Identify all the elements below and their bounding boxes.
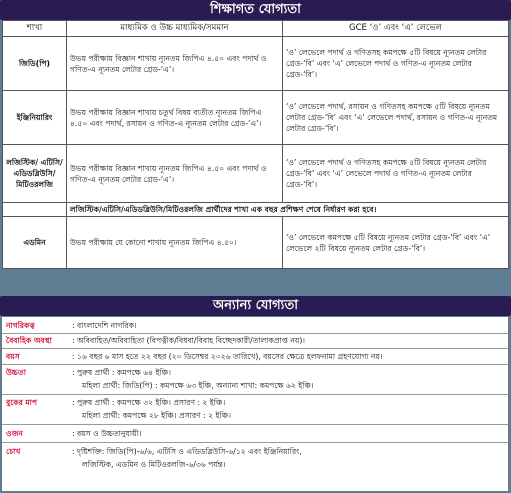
ssc-hsc-cell: উভয় পরীক্ষায় বিজ্ঞান শাখায় ন্যূনতম জিপিএ ৪.৫০ এবং পদার্থ ও গণিত-এ ন্যূনতম লেটার গ্রেড-‘এ’। (67, 145, 283, 203)
branch-cell: লজিস্টিক/ এটিসি/ এডিডব্লিউসি/ মিটিওরলজি (3, 145, 67, 203)
nationality-label: নাগরিকত্ব (6, 321, 35, 330)
chest-female: মহিলা প্রার্থী: কমপক্ষে ২৮ ইঞ্চি। প্রসারণ : ২ ইঞ্চি। (82, 411, 231, 420)
nationality-value: : বাংলাদেশি নাগরিক। (72, 321, 137, 330)
divider (2, 333, 508, 334)
height-female: মহিলা প্রার্থী: জিডি(পি) : কমপক্ষে ৬৩ ইঞ্চি, অন্যান্য শাখা: কমপক্ষে ৬২ ইঞ্চি। (82, 381, 314, 390)
other-qualifications (2, 317, 508, 491)
chest-male: : পুরুষ প্রার্থী : কমপক্ষে ৩২ ইঞ্চি। প্রসারণ : ২ ইঞ্চি। (72, 398, 226, 407)
eye-label: চোখ (6, 447, 21, 456)
eye-line2: লজিস্টিক, এডমিন ও মিটিওরলজি-৬/৩৬ পর্যন্ত। (82, 460, 226, 469)
section-title-education: শিক্ষাগত যোগ্যতা (0, 0, 511, 20)
divider (2, 424, 508, 425)
header-ssc-hsc: মাধ্যমিক ও উচ্চ মাধ্যমিক/সমমান (67, 21, 283, 37)
marital-label: বৈবাহিক অবস্থা (6, 336, 52, 345)
table-row (3, 145, 509, 203)
section-title-other: অন্যান্য যোগ্যতা (0, 296, 511, 316)
gce-cell: ‘ও’ লেভেলে পদার্থ ও গণিতসহ কমপক্ষে ৫টি বিষয়ে ন্যূনতম লেটার গ্রেড-‘বি’ এবং ‘এ’ লেভেলে পদার্থ ও গণিত-এ ন্যূনতম লেটার গ্রেড-‘বি’। (283, 37, 509, 91)
divider (2, 364, 508, 365)
table-row (3, 217, 509, 269)
chest-label: বুকের মাপ (6, 398, 37, 407)
gce-cell: ‘ও’ লেভেলে কমপক্ষে ৫টি বিষয়ে ন্যূনতম লেটার গ্রেড-‘বি’ এবং ‘এ’ লেভেলে ২টি বিষয়ে ন্যূনতম লেটার গ্রেড-‘বি’। (283, 217, 509, 269)
divider (2, 442, 508, 443)
branch-cell: এডমিন (3, 217, 67, 269)
height-male: : পুরুষ প্রার্থী : কমপক্ষে ৬৪ ইঞ্চি। (72, 368, 171, 377)
branch-cell: ইঞ্জিনিয়ারিং (3, 91, 67, 145)
height-label: উচ্চতা (6, 368, 26, 377)
gce-cell: ‘ও’ লেভেলে পদার্থ, রসায়ন ও গণিতসহ কমপক্ষে ৫টি বিষয়ে ন্যূনতম লেটার গ্রেড-‘বি’ এবং ‘এ’ লেভেলে পদার্থ, রসায়ন ও গণিত-এ ন্যূনতম লেটার গ্রেড-‘বি’। (283, 91, 509, 145)
table-row (3, 91, 509, 145)
marital-value: : অবিবাহিত/অবিবাহিতা (বিপত্নীক/বিধবা/বিবাহ বিচ্ছেদকারী/তালাকপ্রাপ্ত নয়)। (72, 336, 306, 345)
divider (2, 394, 508, 395)
gce-cell: ‘ও’ লেভেলে পদার্থ ও গণিতসহ কমপক্ষে ৫টি বিষয়ে ন্যূনতম লেটার গ্রেড-‘বি’ এবং ‘এ’ লেভেলে পদার্থ ও গণিত-এ ন্যূনতম লেটার গ্রেড-‘বি’। (283, 145, 509, 203)
table-header-row (3, 21, 509, 37)
age-value: : ১৬ বছর ৬ মাস হতে ২২ বছর (২০ ডিসেম্বর ২০২৬ তারিখে), বয়সের ক্ষেত্রে হলফনামা গ্রহণযোগ্য নয়। (72, 352, 383, 361)
note-spacer (3, 203, 67, 217)
header-gce: GCE ‘ও’ এবং ‘এ’ লেভেল (283, 21, 509, 37)
header-branch: শাখা (3, 21, 67, 37)
weight-label: ওজন (6, 429, 23, 438)
ssc-hsc-cell: উভয় পরীক্ষায় যে কোনো শাখায় ন্যূনতম জিপিএ ৪.৫০। (67, 217, 283, 269)
weight-value: : বয়স ও উচ্চতানুযায়ী। (72, 429, 142, 438)
branch-cell: জিডি(পি) (3, 37, 67, 91)
note-row (3, 203, 509, 217)
ssc-hsc-cell: উভয় পরীক্ষায় বিজ্ঞান শাখায় ন্যূনতম জিপিএ ৪.৫০ এবং পদার্থ ও গণিত-এ ন্যূনতম লেটার গ্রেড-‘এ’। (67, 37, 283, 91)
table-row (3, 37, 509, 91)
ssc-hsc-cell: উভয় পরীক্ষায় বিজ্ঞান শাখায় চতুর্থ বিষয় ব্যতীত ন্যূনতম জিপিএ ৪.৫০ এবং পদার্থ, রসায়ন ও গণিত-এ ন্যূনতম লেটার গ্রেড-‘এ’। (67, 91, 283, 145)
age-label: বয়স (6, 352, 20, 361)
note-text: লজিস্টিক/এটিসি/এডিডব্লিউসি/মিটিওরলজি প্রার্থীদের শাখা এক বছর প্রশিক্ষণ শেষে নির্ধারণ করা হবে। (67, 203, 509, 217)
eye-line1: : দৃষ্টিশক্তি: জিডি(পি)-৬/৬, এটিসি ও এডিডব্লিউসি-৬/১২ এবং ইঞ্জিনিয়ারিং, (72, 447, 302, 456)
divider (2, 348, 508, 349)
education-table (2, 20, 509, 269)
